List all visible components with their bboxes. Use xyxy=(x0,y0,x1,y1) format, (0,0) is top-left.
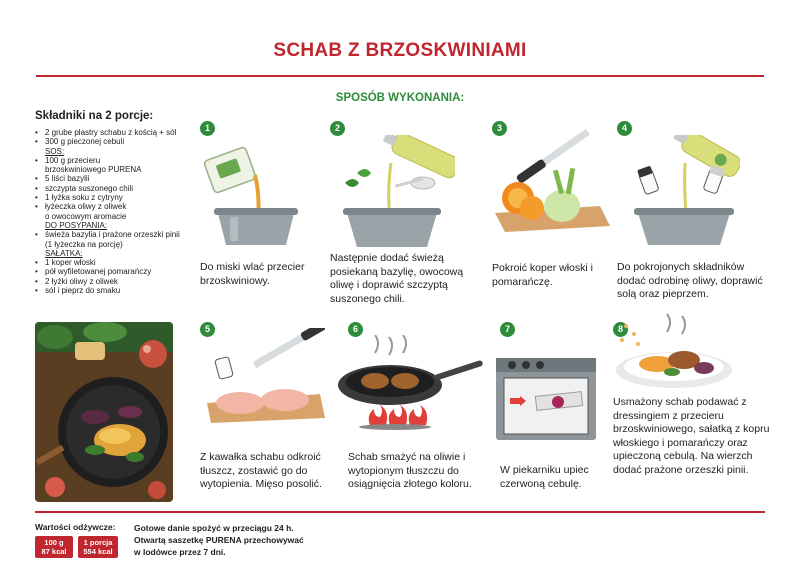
ingredients-list xyxy=(35,128,200,295)
ingredient-item: • 2 łyżki oliwy z oliwek xyxy=(35,277,200,286)
nutrition-badge-100g xyxy=(35,536,73,558)
ingredient-item: • 100 g przecieru xyxy=(35,156,200,165)
step-3-illustration xyxy=(490,128,615,238)
badge-amount: 100 g xyxy=(44,537,64,547)
ingredient-item: (1 łyżeczka na porcję) xyxy=(45,239,123,249)
nutrition-badge-portion xyxy=(78,536,118,558)
storage-notes xyxy=(134,522,304,558)
step-number-3: 3 xyxy=(492,121,507,136)
bottom-divider xyxy=(35,511,765,513)
step-1-text: Do miski wlać przecier brzoskwiniowy. xyxy=(200,261,305,287)
step-number-8: 8 xyxy=(613,322,628,337)
step-4-illustration xyxy=(630,135,740,255)
ingredient-item: • sól i pieprz do smaku xyxy=(35,286,200,295)
step-2-illustration xyxy=(335,135,455,255)
step-8-text: Usmażony schab podawać z dressingiem z przecieru brzoskwiniowego, sałatką z kopru włoskiego i pomarańczy oraz upieczoną cebulą. Na wierzch dodać prażone orzeszki pinii. xyxy=(613,396,770,476)
step-7-illustration xyxy=(496,358,596,448)
ingredient-item: • 300 g pieczonej cebuli xyxy=(35,137,200,146)
ingredient-section-header: SAŁATKA: xyxy=(45,248,83,258)
step-6-text: Schab smażyć na oliwie i wytopionym tłuszczu do osiągnięcia złotego koloru. xyxy=(348,451,472,490)
ingredients-title: Składniki na 2 porcje: xyxy=(35,110,154,122)
ingredient-item: o owocowym aromacie xyxy=(45,211,127,221)
badge-amount: 1 porcja xyxy=(83,537,113,547)
step-number-2: 2 xyxy=(330,121,345,136)
badge-kcal: 554 kcal xyxy=(83,547,113,556)
step-7-text: W piekarniku upiec czerwoną cebulę. xyxy=(500,464,589,490)
step-5-text: Z kawałka schabu odkroić tłuszcz, zostawić go do wytopienia. Mięso posolić. xyxy=(200,451,322,490)
ingredient-item: • świeża bazylia i prażone orzeszki pinii xyxy=(35,230,200,239)
note-line: Otwartą saszetkę PURENA przechowywać xyxy=(134,535,304,545)
note-line: Gotowe danie spożyć w przeciągu 24 h. xyxy=(134,523,294,533)
step-number-7: 7 xyxy=(500,322,515,337)
ingredient-item: • 1 koper włoski xyxy=(35,258,200,267)
dish-photo xyxy=(35,322,173,502)
badge-kcal: 87 kcal xyxy=(41,547,67,556)
step-6-illustration xyxy=(335,335,485,435)
ingredient-item: • szczypta suszonego chili xyxy=(35,184,200,193)
step-8-illustration xyxy=(612,312,737,399)
ingredient-item: • 2 grube plastry schabu z kością + sól xyxy=(35,128,200,137)
step-number-4: 4 xyxy=(617,121,632,136)
step-5-illustration xyxy=(205,328,325,428)
ingredient-item: • 5 liści bazylii xyxy=(35,174,200,183)
step-4-text: Do pokrojonych składników dodać odrobinę oliwy, doprawić solą oraz pieprzem. xyxy=(617,261,763,300)
page-title: SCHAB Z BRZOSKWINIAMI xyxy=(273,40,527,61)
step-1-illustration xyxy=(200,145,310,255)
note-line: w lodówce przez 7 dni. xyxy=(134,547,226,557)
nutrition-title: Wartości odżywcze: xyxy=(35,522,116,532)
step-3-text: Pokroić koper włoski i pomarańczę. xyxy=(492,262,593,288)
step-number-5: 5 xyxy=(200,322,215,337)
step-number-1: 1 xyxy=(200,121,215,136)
method-heading: SPOSÓB WYKONANIA: xyxy=(335,92,465,104)
ingredient-section-header: SOS: xyxy=(45,146,65,156)
ingredient-item: brzoskwiniowego PURENA xyxy=(45,165,142,175)
title-divider xyxy=(36,75,764,77)
step-2-text: Następnie dodać świeżą posiekaną bazylię, owocową oliwę i doprawić szczyptą suszonego chili. xyxy=(330,252,464,305)
ingredient-item: • łyżeczka oliwy z oliwek xyxy=(35,202,200,211)
step-number-6: 6 xyxy=(348,322,363,337)
ingredient-section-header: DO POSYPANIA: xyxy=(45,220,108,230)
ingredient-item: • 1 łyżka soku z cytryny xyxy=(35,193,200,202)
ingredient-item: • pół wyfiletowanej pomarańczy xyxy=(35,267,200,276)
